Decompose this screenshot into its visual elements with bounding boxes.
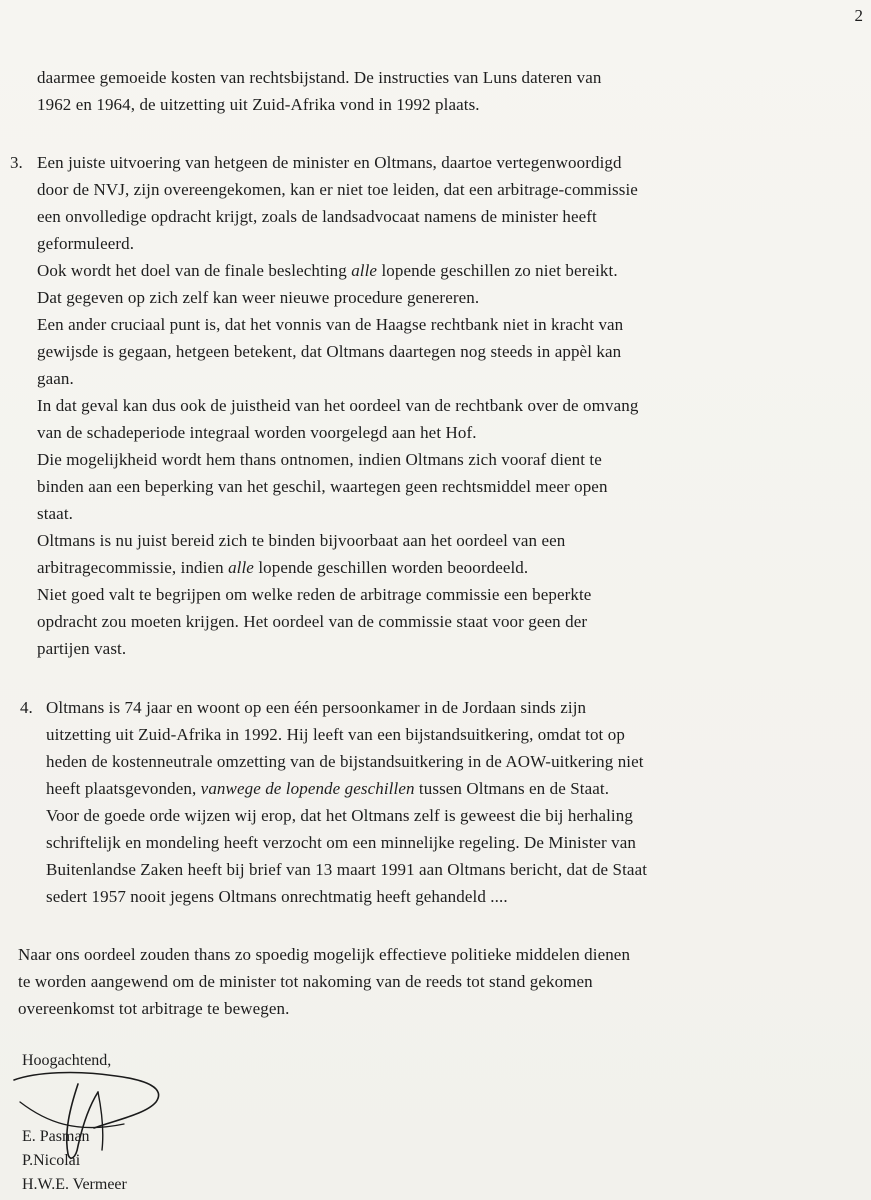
section-3-line: Dat gegeven op zich zelf kan weer nieuwe procedure genereren.: [37, 288, 480, 307]
section-3-line: van de schadeperiode integraal worden voorgelegd aan het Hof.: [37, 423, 477, 442]
section-3-line: [37, 260, 618, 282]
text-run: tussen Oltmans en de Staat.: [414, 779, 610, 798]
italic-emphasis: alle: [228, 558, 254, 577]
section-4-line: uitzetting uit Zuid-Afrika in 1992. Hij leeft van een bijstandsuitkering, omdat tot op: [46, 725, 625, 744]
signatory-name: H.W.E. Vermeer: [22, 1176, 127, 1193]
signatory-name: P.Nicolai: [22, 1152, 81, 1169]
text-run: lopende geschillen zo niet bereikt.: [377, 261, 618, 280]
italic-emphasis: alle: [351, 261, 378, 280]
section-4-line: Voor de goede orde wijzen wij erop, dat het Oltmans zelf is geweest die bij herhaling: [46, 806, 633, 825]
section-3-line: Die mogelijkheid wordt hem thans ontnomen, indien Oltmans zich vooraf dient te: [37, 450, 602, 469]
section-3-line: staat.: [37, 504, 74, 523]
section-3-line: [37, 557, 528, 579]
page-number: 2: [854, 6, 863, 25]
section-3-line: Een juiste uitvoering van hetgeen de minister en Oltmans, daartoe vertegenwoordigd: [37, 153, 622, 172]
section-3-line: Niet goed valt te begrijpen om welke reden de arbitrage commissie een beperkte: [37, 585, 592, 604]
section-3-line: In dat geval kan dus ook de juistheid van het oordeel van de rechtbank over de omvang: [37, 396, 639, 415]
signatory-name: E. Pasman: [22, 1128, 90, 1145]
section-3-line: partijen vast.: [37, 639, 127, 658]
section-4-line: Oltmans is 74 jaar en woont op een één persoonkamer in de Jordaan sinds zijn: [46, 698, 587, 717]
text-run: heeft plaatsgevonden,: [46, 779, 201, 798]
section-3-line: een onvolledige opdracht krijgt, zoals de landsadvocaat namens de minister heeft: [37, 207, 597, 226]
closing-line: te worden aangewend om de minister tot nakoming van de reeds tot stand gekomen: [18, 972, 593, 991]
section-3-line: geformuleerd.: [37, 234, 135, 253]
section-3-line: door de NVJ, zijn overeengekomen, kan er niet toe leiden, dat een arbitrage-commissie: [37, 180, 638, 199]
section-4-line: sedert 1957 nooit jegens Oltmans onrechtmatig heeft gehandeld ....: [46, 887, 508, 906]
section-3-line: gewijsde is gegaan, hetgeen betekent, dat Oltmans daartegen nog steeds in appèl kan: [37, 342, 622, 361]
section-3-number: 3.: [10, 153, 23, 172]
text-run: Ook wordt het doel van de finale beslechting: [37, 261, 352, 280]
section-4-line: schriftelijk en mondeling heeft verzocht om een minnelijke regeling. De Minister van: [46, 833, 636, 852]
text-run: lopende geschillen worden beoordeeld.: [253, 558, 529, 577]
text-run: arbitragecommissie, indien: [37, 558, 229, 577]
section-4-line: [46, 778, 609, 800]
section-3-line: Oltmans is nu juist bereid zich te binden bijvoorbaat aan het oordeel van een: [37, 531, 566, 550]
greeting: Hoogachtend,: [22, 1052, 112, 1069]
section-3-line: opdracht zou moeten krijgen. Het oordeel van de commissie staat voor geen der: [37, 612, 588, 631]
italic-emphasis: vanwege de lopende geschillen: [200, 779, 415, 798]
intro-line: daarmee gemoeide kosten van rechtsbijstand. De instructies van Luns dateren van: [37, 68, 602, 87]
section-3-line: Een ander cruciaal punt is, dat het vonnis van de Haagse rechtbank niet in kracht van: [37, 315, 624, 334]
intro-line: 1962 en 1964, de uitzetting uit Zuid-Afrika vond in 1992 plaats.: [37, 95, 480, 114]
section-3-line: binden aan een beperking van het geschil, waartegen geen rechtsmiddel meer open: [37, 477, 608, 496]
closing-line: Naar ons oordeel zouden thans zo spoedig mogelijk effectieve politieke middelen dienen: [18, 945, 631, 964]
section-3-line: gaan.: [37, 369, 74, 388]
section-4-line: Buitenlandse Zaken heeft bij brief van 13 maart 1991 aan Oltmans bericht, dat de Staat: [46, 860, 648, 879]
section-4-line: heden de kostenneutrale omzetting van de bijstandsuitkering in de AOW-uitkering niet: [46, 752, 644, 771]
closing-line: overeenkomst tot arbitrage te bewegen.: [18, 999, 290, 1018]
section-4-number: 4.: [20, 698, 33, 717]
